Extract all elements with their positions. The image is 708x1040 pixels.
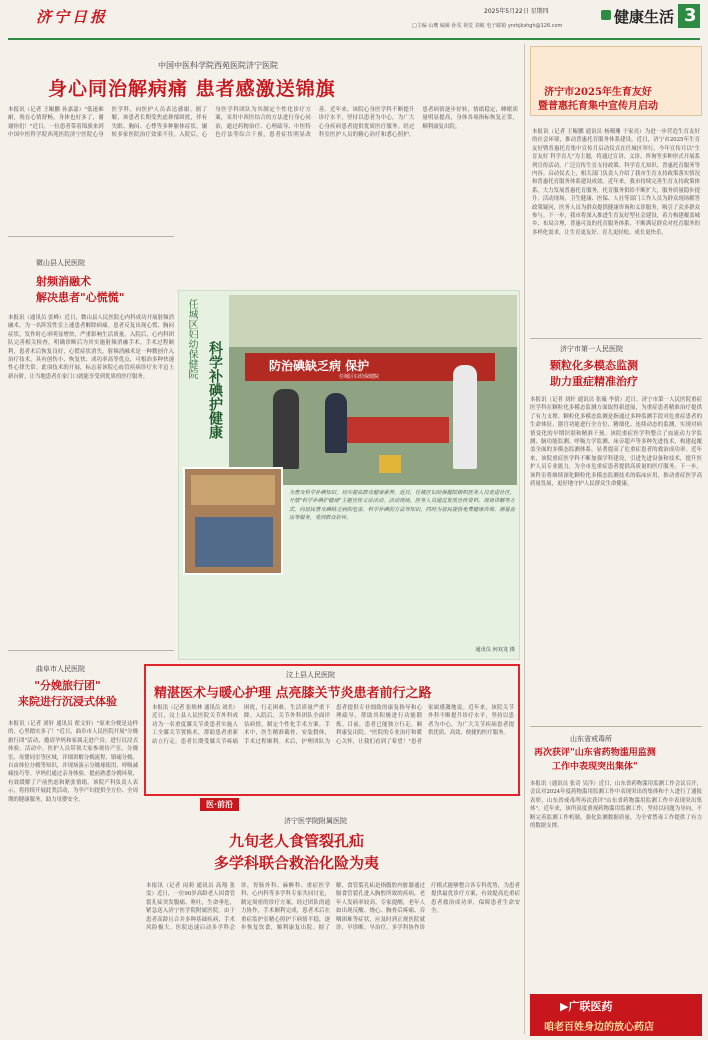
banner-subtext: 任城区妇幼保健院	[339, 374, 380, 380]
article-body: 本报讯（记者 王鲲鹏 孙嘉嘉）"低迷难耐，现在心情舒畅，身体也好多了，谢谢你们！"近日，一位患者带着锦旗来到中国中医科学院西苑医院济宁医院心身医学科，向医护人员表达感谢。据了解，该患者长期受焦虑抑郁困扰，伴有失眠、胸闷、心悸等多种躯体症状，辗转多家医院治疗效果不佳。入院后，心身医学科团队为其制定个性化诊疗方案，采用中西医结合的方法进行身心同治，通过药物治疗、心理疏导、中医特色疗法等综合干预，患者症状明显改善。近年来，该院心身医学科不断提升诊疗水平，坚持以患者为中心，为广大心身疾病患者提供优质医疗服务。经过科室医护人员的精心治疗和悉心照护，患者病情逐步好转，情绪稳定，睡眠质量明显提高，身体各项指标恢复正常，顺利康复出院。	[8, 107, 518, 139]
section-mark	[601, 10, 611, 20]
stool	[379, 455, 401, 473]
article-kicker: 微山县人民医院	[36, 259, 85, 267]
section-rule	[8, 650, 174, 651]
issue-date: 2025年5月22日 星期四	[484, 8, 549, 15]
article-headline: 科学补碘护健康	[207, 341, 223, 439]
section-rule	[530, 338, 702, 339]
section-rule	[530, 726, 702, 727]
article-headline: 颗粒化多模态监测 助力重症精准治疗	[550, 359, 638, 388]
crowd	[195, 517, 273, 567]
article-headline: 精湛医术与暖心护理 点亮膝关节炎患者前行之路	[154, 686, 432, 701]
article-body: 本报讯（通讯员 张奇 吴洋）近日，山东省药物滥用监测工作会议召开，会议对2024年度药物滥用监测工作中表现突出的集体和个人进行了通报表彰，山东省戒毒所再次获评"山东省药物滥用监测工作中表现突出集体"。近年来，该所高度重视药物滥用监测工作，坚持以问题为导向，不断完善监测工作机制，强化监测数据质量，为全省禁毒工作提供了有力的数据支撑。	[530, 781, 702, 830]
activity-photo	[229, 295, 517, 485]
editor-line: □主编 山鹰 编辑 孙雯 视觉 刘敏 电子邮箱 ynrbjkshgh@126.com	[412, 23, 563, 29]
article-kicker: 任城区妇幼保健院	[186, 299, 197, 379]
section-rule	[8, 236, 174, 237]
article-qufu	[8, 664, 138, 1036]
section-title: 健康生活	[614, 8, 675, 26]
article-headline: 身心同治解病痛 患者感激送锦旗	[48, 78, 336, 100]
article-body: 本报讯（记者 王鲲鹏 通讯员 杨珊珊 于家亮）为进一步营造生育友好的社会环境，推动普惠托育服务体系建设，近日，济宁市2025年生育友好暨普惠托育集中宣传月启动仪式在任城区举行。今年宣传月以"生育友好 科学育儿"为主题，将通过宣讲、义诊、咨询等多种形式开展系列宣传活动，广泛宣传生育支持政策、科学育儿知识、普惠托育服务等内容。启动仪式上，相关部门负责人介绍了我市生育支持政策落实情况和普惠托育服务体系建设成效。近年来，我市持续完善生育支持政策体系，大力发展普惠托育服务，托育服务供给不断扩大，服务质量稳步提升。活动现场，卫生健康、医保、人社等部门工作人员为群众现场解答政策疑问，医务人员为群众提供健康咨询和义诊服务，吸引了众多群众参与。下一步，我市将深入推进生育友好型社会建设，着力构建覆盖城乡、布局合理、普惠可及的托育服务体系，不断满足群众对托育服务的多样化需求，让生育更友好、育儿更轻松、成长更快乐。	[532, 129, 700, 236]
article-kicker: 曲阜市人民医院	[36, 665, 85, 673]
article-body: 本报讯（通讯员 张峰）近日，微山县人民医院心内科成功开展射频消融术，为一名阵发性室上速患者解除病痛。患者反复出现心慌、胸闷症状，发作时心率明显增快，严重影响生活质量。入院后，心内科团队完善相关检查，明确诊断后为其实施射频消融手术。手术过程顺利，患者术后恢复良好，心慌症状消失。射频消融术是一种微创介入治疗技术，具有创伤小、恢复快、成功率高等优点，可根治多种快速性心律失常。此项技术的开展，标志着该院心血管疾病诊疗水平迈上新台阶，让当地患者在家门口就能享受到优质的医疗服务。	[8, 315, 174, 380]
article-kicker: 济宁医学院附属医院	[284, 817, 347, 825]
ad-brand: ▶广联医药	[560, 1000, 613, 1013]
article-rehab	[530, 734, 702, 990]
article-body: 本报讯（记者 刘轩 通讯员 翟文轩）"原来分娩是这样的，心里踏实多了！"近日，曲阜市人民医院开展"分娩旅行团"活动，邀请孕妈和家属走进产房，进行沉浸式体验。活动中，医护人员带领大家参观待产室、分娩室、母婴同室等区域，详细讲解分娩流程、镇痛分娩、自由体位分娩等知识，并现场演示分娩球使用、呼吸减痛技巧等。孕妈们通过亲身体验，提前熟悉分娩环境，有效缓解了产前焦虑和紧张情绪。该院产科负责人表示，将持续开展此类活动，为孕产妇提供全方位、全周期的健康服务，助力母婴安全。	[8, 721, 138, 803]
article-kicker: 汶上县人民医院	[286, 671, 335, 679]
photo-credit: 通讯员 何双龙 摄	[475, 647, 515, 653]
article-wenshang	[144, 664, 520, 796]
article-headline: 济宁市2025年生育友好 暨普惠托育集中宣传月启动	[538, 87, 658, 112]
article-first-hospital	[530, 344, 702, 720]
article-weishan	[8, 258, 174, 648]
photo-caption: 为普及科学补碘知识，切实提高群众健康素养，近日，任城区妇幼保健院组织医务人员走进社区，开展"科学补碘护健康"主题宣传义诊活动。活动现场，医务人员通过发放宣传资料、现场讲解等方式，向居民普及碘缺乏病的危害、科学补碘的方法等知识，同时为居民提供免费健康咨询、测量血压等服务，受到群众好评。	[289, 490, 515, 522]
article-kicker: 山东省戒毒所	[570, 735, 612, 743]
article-body: 本报讯（记者 闵莉 通讯员 高翔 张雯）近日，一位90岁高龄老人因食管裂孔疝突发腹痛、呕吐，生命垂危，紧急送入济宁医学院附属医院。由于患者高龄且合并多种基础疾病，手术风险极大。医院迅速启动多学科会诊，胃肠外科、麻醉科、重症医学科、心内科等多学科专家共同讨论，制定周密的诊疗方案。经过团队的通力协作，手术顺利完成，患者术后在重症监护室精心照护下病情平稳，逐步恢复饮食，顺利康复出院。据了解，食管裂孔疝是指腹腔内脏器通过膈食管裂孔进入胸腔所致的疾病，老年人发病率较高。专家提醒，老年人如出现反酸、烧心、胸骨后疼痛、吞咽困难等症状，应及时到正规医院就诊，早诊断、早治疗。多学科协作诊疗模式能够整合各专科优势，为患者提供最优诊疗方案，有效提高危重症患者救治成功率，保障患者生命安全。	[146, 883, 520, 932]
person	[325, 393, 347, 453]
article-headline: "分娩旅行团" 来院进行沉浸式体验	[18, 679, 117, 708]
page-number: 3	[684, 5, 697, 26]
ad-slogan: 咱老百姓身边的放心药店	[544, 1022, 654, 1033]
article-jining-medical	[144, 816, 520, 1036]
article-childcare	[530, 46, 702, 334]
article-headline: 九旬老人食管裂孔疝 多学科联合救治化险为夷	[214, 832, 380, 872]
person	[273, 389, 299, 469]
article-body: 本报讯（记者 张焕林 通讯员 刘美）近日，汶上县人民医院关节外科成功为一名重度膝关节炎患者实施人工全膝关节置换术，帮助患者重新站立行走。患者长期受膝关节疼痛困扰，行走困难，生活质量严重下降。入院后，关节外科团队全面评估病情，制定个性化手术方案。手术中，医生精准截骨、安装假体，手术过程顺利。术后，护理团队为患者提供专业细致的康复指导和心理疏导，帮助其积极进行功能锻炼。目前，患者已能独立行走，顺利康复出院。"医院的专业治疗和暖心关怀，让我们看到了希望！"患者家属感激地说。近年来，该院关节外科不断提升诊疗水平，坚持以患者为中心，为广大关节疾病患者提供优质、高效、便捷的医疗服务。	[152, 705, 514, 745]
feature-rencheng	[178, 290, 520, 660]
article-headline: 射频消融术 解决患者"心慌慌"	[36, 275, 125, 304]
sky	[229, 295, 517, 347]
caption-box	[289, 489, 515, 655]
article-body: 本报讯（记者 刘轩 通讯员 张薇 李倩）近日，济宁市第一人民医院重症医学科在颗粒化多模态监测方面取得新进展，为重症患者精准治疗提供了有力支撑。颗粒化多模态监测是指通过多种监测手段对危重症患者的生命体征、器官功能进行全方位、精细化、连续动态的监测，实现对病情变化的早期识别和精准干预。该院重症医学科整合了血流动力学监测、脑功能监测、呼吸力学监测、床旁超声等多种先进技术，构建起覆盖全面的多模态监测体系，显著提高了危重症患者的救治成功率。近年来，该院重症医学科不断加强学科建设，引进先进设备和技术，提升医护人员专业能力，为全市危重症患者提供高质量的医疗服务。下一步，该科室将继续深化颗粒化多模态监测技术的临床应用，推动重症医学高质量发展，更好地守护人民群众生命健康。	[530, 397, 702, 488]
article-kicker: 中国中医科学院西苑医院济宁医院	[158, 61, 278, 70]
newspaper-logo: 济宁日报	[36, 8, 109, 26]
masthead-rule	[8, 38, 700, 40]
article-xiyuan	[8, 60, 518, 230]
table	[339, 417, 449, 443]
column-divider	[524, 44, 525, 1034]
pharmacy-ad	[530, 994, 702, 1036]
person	[453, 365, 477, 469]
section-tag: 医·前沿	[200, 798, 239, 811]
activity-photo-small	[183, 467, 283, 575]
pavilion	[191, 475, 275, 505]
masthead	[0, 0, 708, 40]
banner-text: 防治碘缺乏病 保护	[269, 359, 370, 373]
article-kicker: 济宁市第一人民医院	[560, 345, 623, 353]
article-headline: 再次获评"山东省药物滥用监测 工作中表现突出集体"	[534, 748, 656, 772]
